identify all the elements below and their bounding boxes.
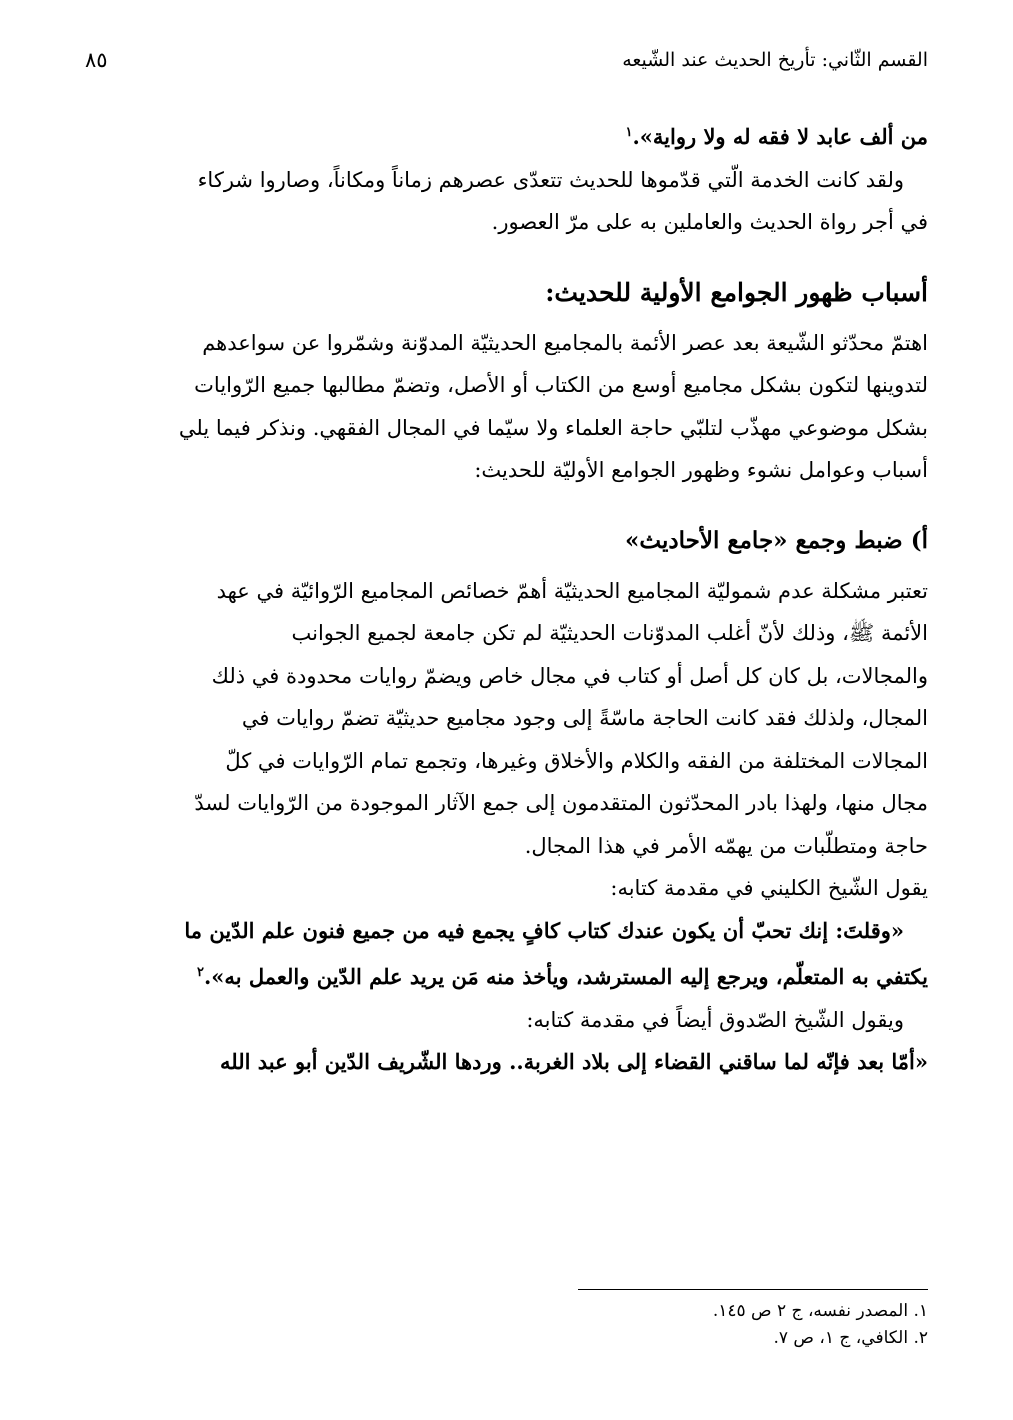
text-line: حاجة ومتطلّبات من يهمّه الأمر في هذا المجال. [524,833,928,858]
page-number: ٨٥ [85,48,108,72]
quote-line: يكتفي به المتعلّم، ويرجع إليه المسترشد، ويأخذ منه مَن يريد علم الدّين والعمل به». [204,964,928,989]
section-heading: أسباب ظهور الجوامع الأولية للحديث: [545,277,928,307]
text-line: الأئمة ﷺ، وذلك لأنّ أغلب المدوّنات الحديثيّة لم تكن جامعة لجميع الجوانب [291,621,928,645]
subsection-heading: أ) ضبط وجمع «جامع الأحاديث» [625,526,928,554]
footnote-ref-1: ١ [625,125,633,140]
page-header [85,40,928,80]
text-line: مجال منها، ولهذا بادر المحدّثون المتقدمون إلى جمع الآثار الموجودة من الرّوايات لسدّ [194,791,928,815]
text-line: المجال، ولذلك فقد كانت الحاجة ماسّةً إلى وجود مجاميع حديثيّة تضمّ روايات في [241,706,928,730]
text-line: بشكل موضوعي مهذّب لتلبّي حاجة العلماء ولا سيّما في المجال الفقهي. ونذكر فيما يلي [178,415,928,440]
text-line: اهتمّ محدّثو الشّيعة بعد عصر الأئمة بالمجاميع الحديثيّة المدوّنة وشمّروا عن سواعدهم [202,330,928,355]
footnote-1: ١. المصدر نفسه، ج ٢ ص ١٤٥. [712,1301,928,1321]
footnote-separator [578,1289,928,1290]
saduq-quote: «أمّا بعد فإنّه لما ساقني القضاء إلى بلاد الغربة.. وردها الشّريف الدّين أبو عبد الله [220,1049,928,1074]
text-line: ولقد كانت الخدمة الّتي قدّموها للحديث تتعدّى عصرهم زماناً ومكاناً، وصاروا شركاء [197,167,904,192]
text-line: المجالات المختلفة من الفقه والكلام والأخلاق وغيرها، وتجمع تمام الرّوايات في كلّ [225,748,928,773]
footnote-ref-2: ٢ [197,965,204,980]
saduq-intro: ويقول الشّيخ الصّدوق أيضاً في مقدمة كتابه: [526,1007,904,1032]
text-line: لتدوينها لتكون بشكل مجاميع أوسع من الكتاب أو الأصل، وتضمّ مطالبها جميع الرّوايات [194,373,928,397]
kulayni-intro: يقول الشّيخ الكليني في مقدمة كتابه: [610,876,928,900]
running-title: القسم الثّاني: تأريخ الحديث عند الشّيعه [622,49,928,71]
paragraph-problem [85,570,928,868]
paragraph-service [85,159,928,244]
paragraph-reasons [85,322,928,492]
text-line: أسباب وعوامل نشوء وظهور الجوامع الأوليّة للحديث: [474,458,928,482]
text-line: والمجالات، بل كان كل أصل أو كتاب في مجال خاص ويضمّ روايات محدودة في ذلك [211,663,928,688]
quote-line: «وقلتَ: إنك تحبّ أن يكون عندك كتاب كافٍ يجمع فيه من جميع فنون علم الدّين ما [184,917,904,943]
kulayni-quote [85,910,928,999]
footnote-2: ٢. الكافي، ج ١، ص ٧. [773,1328,928,1348]
text-line: تعتبر مشكلة عدم شموليّة المجاميع الحديثيّة أهمّ خصائص المجاميع الرّوائيّة في عهد [216,578,928,603]
text-line: في أجر رواة الحديث والعاملين به على مرّ العصور. [491,210,928,234]
main-text [85,112,928,1084]
footnotes [428,1298,928,1352]
continued-quote: من ألف عابد لا فقه له ولا رواية».$^١$ [625,124,928,149]
